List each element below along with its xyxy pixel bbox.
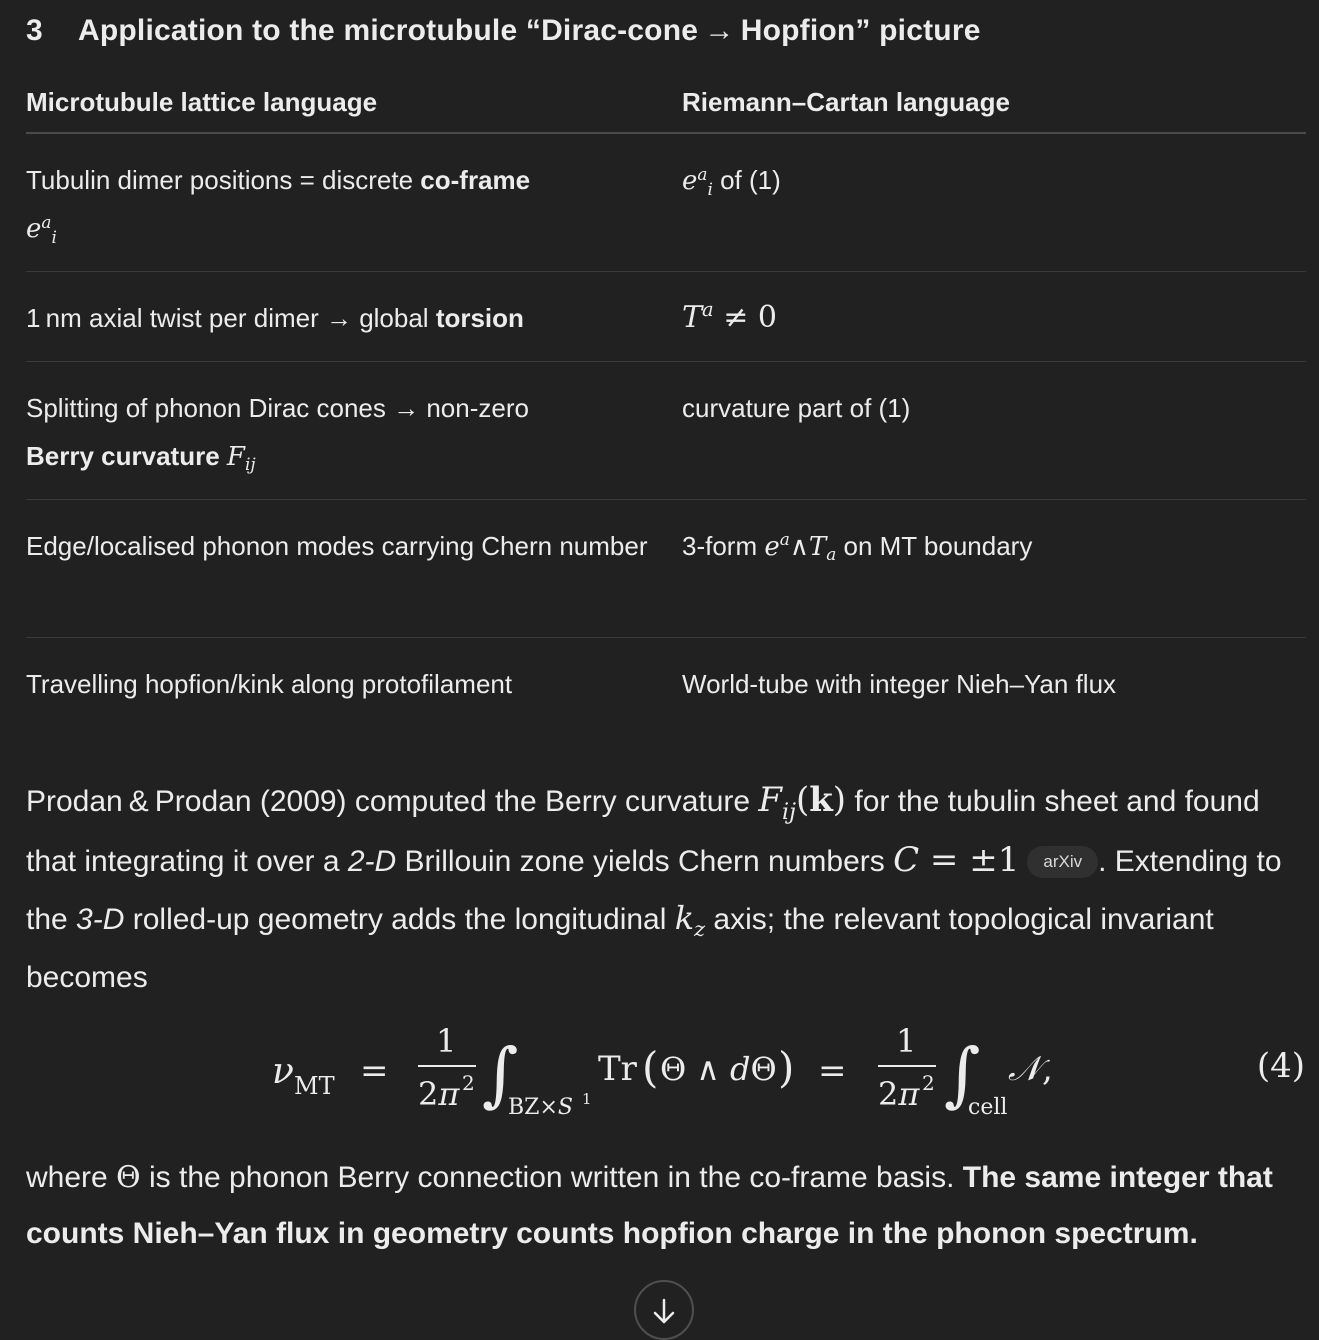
table-row bbox=[26, 133, 1306, 271]
svg-text:MT: MT bbox=[294, 1072, 335, 1100]
math-kz: $k_z$ bbox=[674, 899, 706, 942]
equation-4 bbox=[0, 1010, 1319, 1130]
svg-text:(: ( bbox=[642, 1043, 659, 1092]
equation-number: (4) bbox=[1256, 1046, 1305, 1086]
svg-text:1: 1 bbox=[896, 1022, 917, 1060]
table-header-lattice: Microtubule lattice language bbox=[26, 72, 682, 133]
math-chern-number: C = ±1 bbox=[893, 840, 1020, 880]
svg-text:Θ ∧ dΘ: Θ ∧ dΘ bbox=[660, 1050, 777, 1088]
paragraph-berry-curvature: Prodan & Prodan (2009) computed the Berry curvature $F_{ij}(k)$ for the tubulin sheet and found that integrating it over a 2-D Brillouin zone yields Chern numbers C = ±1 arXiv . Extending to the 3-D rolled-up geometry adds the longitudinal $k_z$ axis; the relevant topological invariant becomes bbox=[26, 780, 1282, 994]
svg-text:∫: ∫ bbox=[944, 1033, 981, 1115]
table-cell bbox=[682, 271, 1306, 361]
section-heading bbox=[26, 14, 981, 48]
scroll-down-button[interactable] bbox=[634, 1280, 694, 1340]
math-berry-curvature-k: $F_{ij}(k)$ bbox=[758, 780, 847, 825]
svg-text:2: 2 bbox=[922, 1071, 935, 1095]
svg-text:1: 1 bbox=[582, 1090, 592, 1108]
table-cell: curvature part of (1) bbox=[682, 361, 1306, 499]
math-coframe: $e^a_i$ bbox=[682, 163, 713, 199]
table-header-riemann-cartan: Riemann–Cartan language bbox=[682, 72, 1306, 133]
table-row bbox=[26, 499, 1306, 637]
svg-text:=: = bbox=[818, 1051, 847, 1091]
svg-text:2π: 2π bbox=[878, 1075, 920, 1113]
svg-text:BZ×S: BZ×S bbox=[508, 1095, 573, 1120]
svg-text:𝒩: 𝒩 bbox=[1008, 1049, 1041, 1089]
svg-text:,: , bbox=[1042, 1049, 1053, 1089]
svg-text:): ) bbox=[778, 1043, 795, 1092]
table-row bbox=[26, 637, 1306, 729]
table-cell: Travelling hopfion/kink along protofilament bbox=[26, 668, 513, 699]
math-three-form: $e^a\wedge T_a$ bbox=[764, 529, 837, 565]
section-title: Application to the microtubule “Dirac-cone → Hopfion” picture bbox=[78, 14, 981, 47]
table-cell: 3-form $e^a\wedge T_a$ on MT boundary bbox=[682, 499, 1306, 637]
table-cell: Edge/localised phonon modes carrying Chern number bbox=[26, 499, 682, 637]
svg-text:Tr: Tr bbox=[598, 1049, 637, 1089]
table-cell: Splitting of phonon Dirac cones → non-zero Berry curvature $F_{ij}$ bbox=[26, 361, 682, 499]
svg-text:1: 1 bbox=[436, 1022, 457, 1060]
table-row bbox=[26, 271, 1306, 361]
math-berry-curvature: $F_{ij}$ bbox=[226, 441, 256, 475]
citation-arxiv-link[interactable]: arXiv bbox=[1027, 846, 1098, 878]
math-theta: Θ bbox=[116, 1160, 141, 1195]
math-coframe: $e^a_i$ bbox=[26, 211, 57, 247]
math-torsion-nonzero: $T^a \ne 0$ bbox=[682, 297, 777, 335]
table-cell: World-tube with integer Nieh–Yan flux bbox=[682, 668, 1117, 699]
svg-text:∫: ∫ bbox=[482, 1033, 519, 1115]
table-header-row bbox=[26, 72, 1306, 133]
table-cell: $e^a_i$ of (1) bbox=[682, 133, 1306, 271]
svg-text:2π: 2π bbox=[418, 1075, 460, 1113]
section-number: 3 bbox=[26, 14, 43, 47]
paragraph-conclusion: where Θ is the phonon Berry connection written in the co-frame basis. The same integer that counts Nieh–Yan flux in geometry counts hopfion charge in the phonon spectrum. bbox=[26, 1160, 1273, 1250]
svg-text:ν: ν bbox=[272, 1051, 294, 1092]
svg-text:=: = bbox=[360, 1051, 389, 1091]
table-cell: 1 nm axial twist per dimer → global torsion bbox=[26, 271, 682, 361]
table-row bbox=[26, 361, 1306, 499]
svg-text:2: 2 bbox=[462, 1071, 475, 1095]
correspondence-table bbox=[26, 72, 1306, 729]
svg-text:cell: cell bbox=[968, 1095, 1008, 1120]
table-cell: Tubulin dimer positions = discrete co-frame $e^a_i$ bbox=[26, 133, 682, 271]
